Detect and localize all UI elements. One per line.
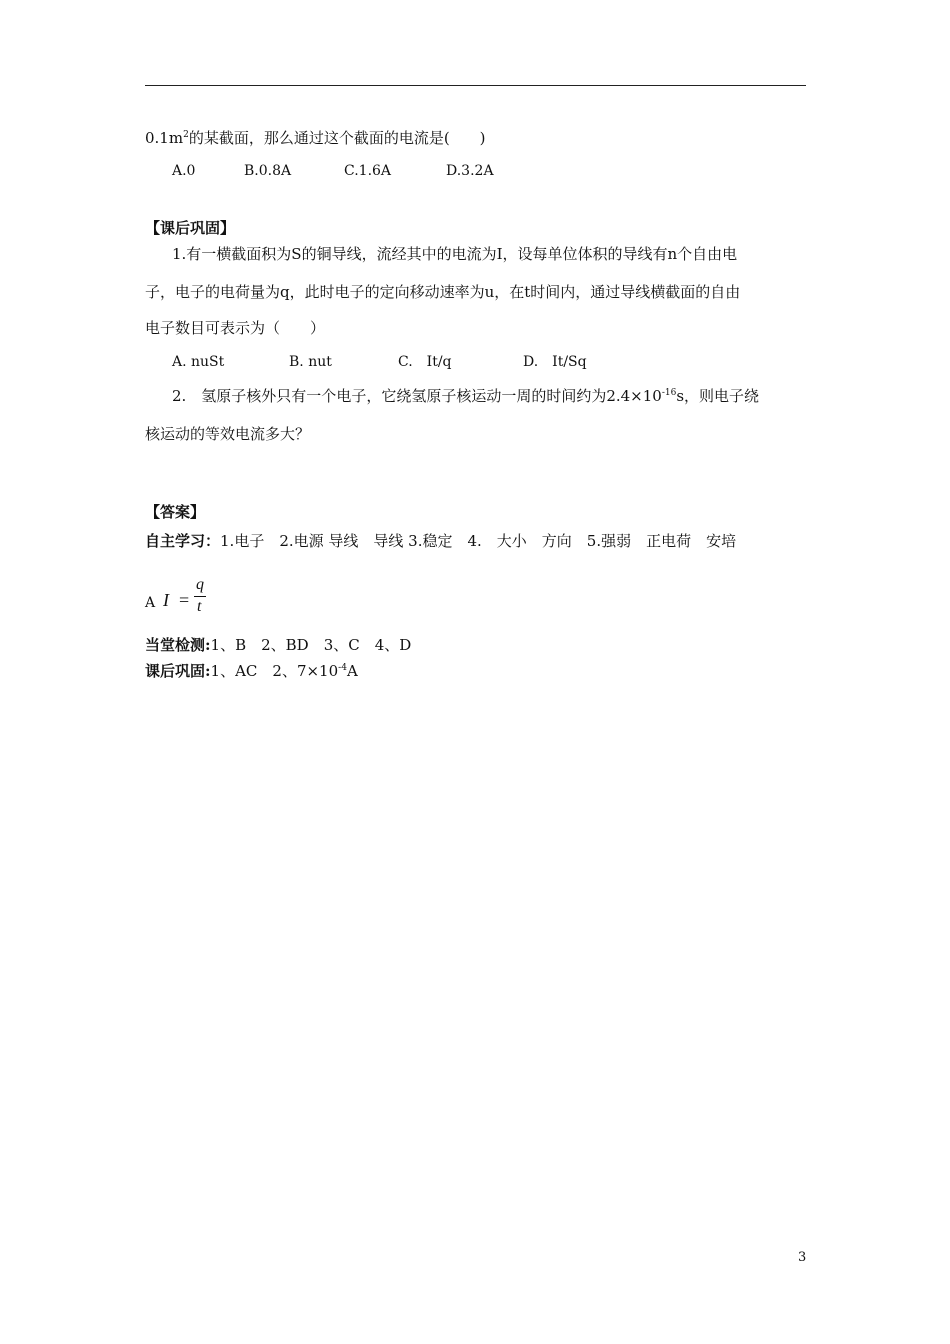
- option-a: A.0: [172, 163, 196, 179]
- q1-line-1: 1.有一横截面积为S的铜导线，流经其中的电流为I，设每单位体积的导线有n个自由电: [172, 245, 738, 263]
- q1-option-b: B. nut: [289, 354, 332, 370]
- answer-self-study: 自主学习：1.电子 2.电源 导线 导线 3.稳定 4. 大小 方向 5.强弱 正电荷 安培: [145, 532, 737, 550]
- option-d: D.3.2A: [446, 163, 494, 179]
- option-b: B.0.8A: [244, 163, 292, 179]
- q1-line-2: 子，电子的电荷量为q，此时电子的定向移动速率为u，在t时间内，通过导线横截面的自由: [145, 283, 741, 301]
- option-c: C.1.6A: [344, 163, 392, 179]
- answer-unit: A: [145, 595, 156, 611]
- q1-option-c: C. It/q: [398, 354, 452, 370]
- answer-after-class: 课后巩固:1、AC 2、$7\times 10^{-4}A$: [145, 662, 358, 680]
- after-class-heading: 【课后巩固】: [145, 219, 236, 237]
- q2-line-1: 2. 氢原子核外只有一个电子，它绕氢原子核运动一周的时间约为$2.4\times 10^{-16}s$，则电子绕: [172, 387, 760, 405]
- q1-option-d: D. It/Sq: [523, 354, 587, 370]
- answers-heading: 【答案】: [145, 503, 206, 521]
- answer-in-class: 当堂检测:1、B 2、BD 3、C 4、D: [145, 636, 412, 654]
- q2-line-2: 核运动的等效电流多大？: [145, 425, 311, 443]
- question-tail: $0.1m^2$的某截面，那么通过这个截面的电流是( ): [145, 129, 486, 147]
- q1-option-a: A. nuSt: [172, 354, 225, 370]
- page-number: 3: [798, 1250, 807, 1265]
- header-rule: [145, 85, 806, 86]
- q1-line-3: 电子数目可表示为（ ）: [145, 319, 326, 337]
